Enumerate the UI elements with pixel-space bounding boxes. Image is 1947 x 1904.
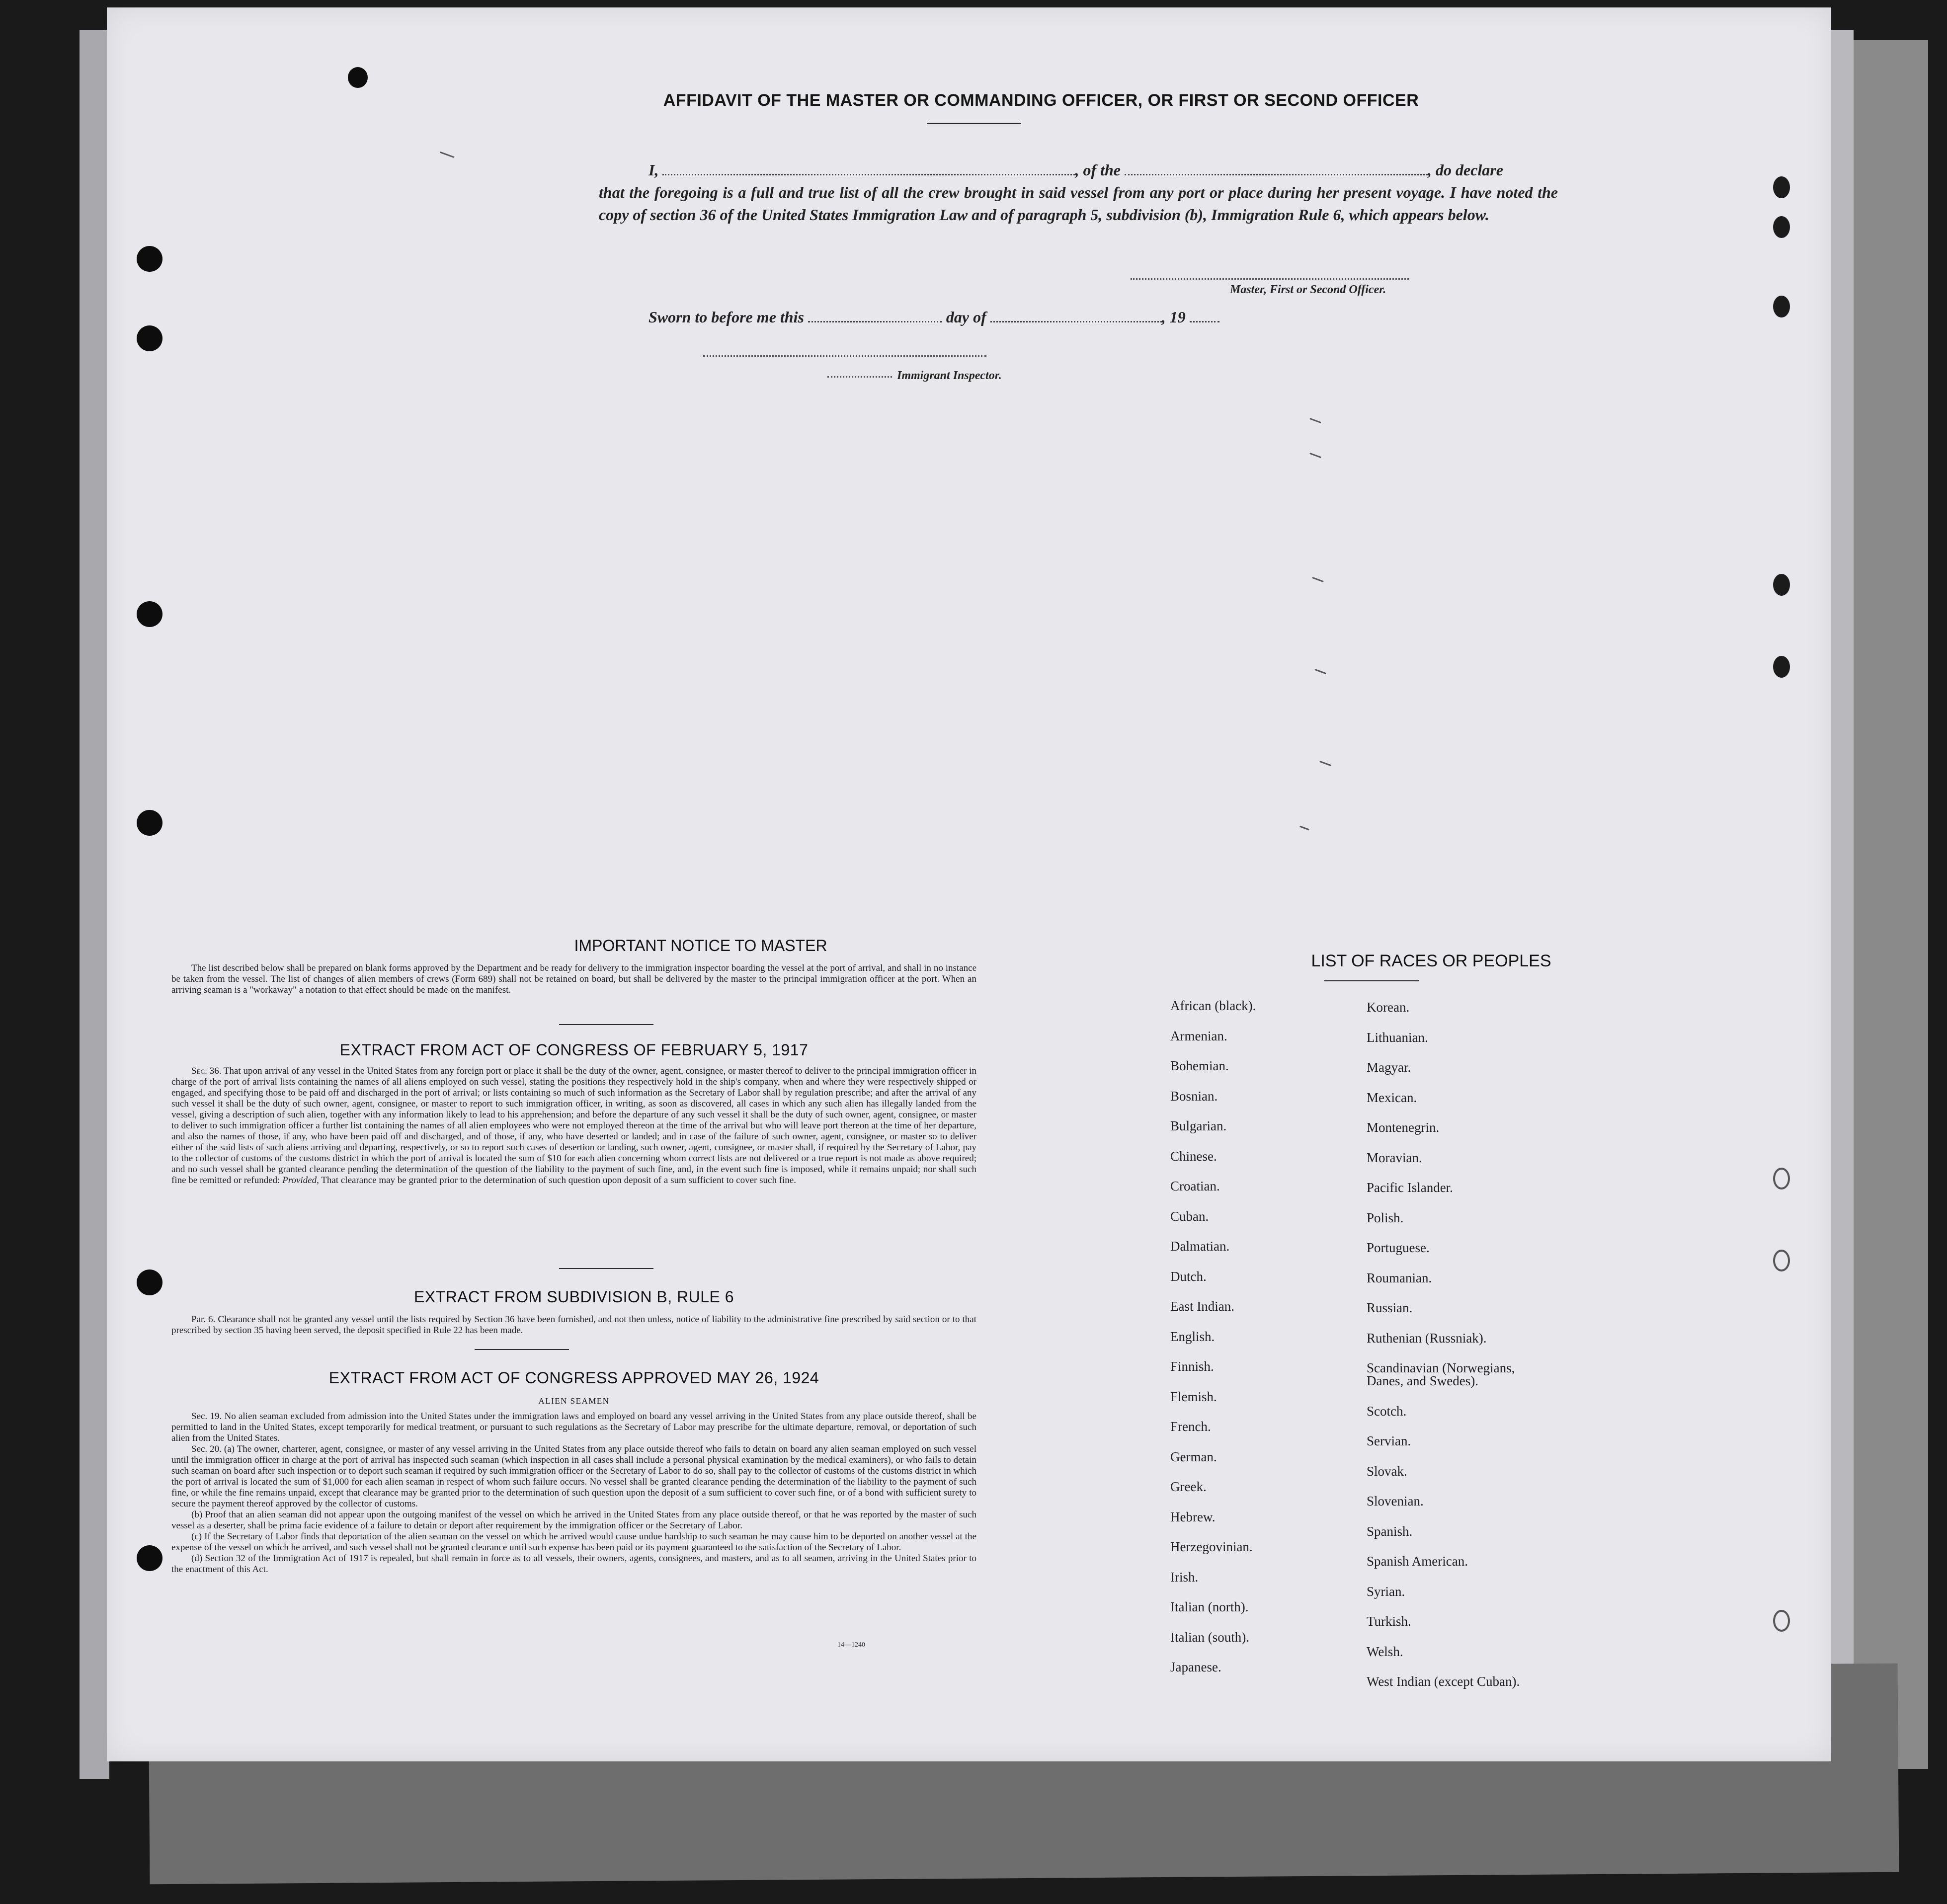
vessel-name-field[interactable] bbox=[1125, 174, 1428, 175]
rule6-text bbox=[171, 1314, 976, 1336]
race-item: West Indian (except Cuban). bbox=[1367, 1674, 1520, 1689]
proviso-text: That clearance may be granted prior to the determination of such question upon deposit of a sum sufficient to cover such fine. bbox=[321, 1175, 796, 1186]
sworn-month-field[interactable] bbox=[990, 321, 1162, 322]
extract-1924-subtitle: ALIEN SEAMEN bbox=[538, 1396, 610, 1406]
race-item: Korean. bbox=[1367, 1000, 1410, 1015]
ink-mark bbox=[440, 152, 454, 158]
race-item: Syrian. bbox=[1367, 1584, 1405, 1599]
punch-hole bbox=[137, 1545, 162, 1571]
affidavit-of-the: , of the bbox=[1075, 161, 1121, 179]
race-item: Slovenian. bbox=[1367, 1494, 1424, 1508]
punch-hole bbox=[137, 1269, 162, 1295]
race-item: Flemish. bbox=[1170, 1389, 1217, 1404]
ink-mark bbox=[1309, 453, 1321, 458]
race-item: Bohemian. bbox=[1170, 1058, 1229, 1073]
ink-mark bbox=[1299, 826, 1309, 831]
punch-hole bbox=[137, 325, 162, 351]
inspector-label: Immigrant Inspector. bbox=[897, 369, 1002, 382]
ink-mark bbox=[1319, 761, 1331, 766]
affidavit-statement bbox=[599, 159, 1558, 226]
race-item: African (black). bbox=[1170, 998, 1256, 1013]
sec-20d-paragraph: (d) Section 32 of the Immigration Act of 1917 is repealed, but shall remain in force as to all vessels, their owners, agents, consignees, and masters, and as to all seamen, arriving in the United States prior to the enactment of this Act. bbox=[171, 1553, 976, 1575]
punch-hole bbox=[1773, 574, 1790, 596]
sec-20c-paragraph: (c) If the Secretary of Labor finds that deportation of the alien seaman on the vessel on which he arrived would cause undue hardship to such seaman he may cause him to be deported on another vessel at the expense of the vessel on which he arrived, and such vessel shall not be granted clearance until such expense has been paid or its payment guaranteed to the satisfaction of the Secretary of Labor. bbox=[171, 1531, 976, 1553]
race-item: Chinese. bbox=[1170, 1148, 1217, 1164]
race-item: Bosnian. bbox=[1170, 1088, 1218, 1104]
sec-20b-paragraph: (b) Proof that an alien seaman did not appear upon the outgoing manifest of the vessel on which he arrived in the United States from any place outside thereof, or that he was reported by the master of such vessel as a deserter, shall be prima facie evidence of a failure to detain or deport after requirement by the immigration officer or the Secretary of Labor. bbox=[171, 1509, 976, 1531]
race-item: Italian (south). bbox=[1170, 1629, 1249, 1645]
race-item: Japanese. bbox=[1170, 1660, 1221, 1674]
race-item: Dalmatian. bbox=[1170, 1239, 1230, 1254]
race-item: Hebrew. bbox=[1170, 1509, 1216, 1524]
sworn-year-field[interactable] bbox=[1190, 321, 1219, 322]
race-item: Ruthenian (Russniak). bbox=[1367, 1330, 1487, 1346]
affidavit-declare: , do declare bbox=[1428, 161, 1503, 179]
extract-1917-title: EXTRACT FROM ACT OF CONGRESS OF FEBRUARY 5, 1917 bbox=[339, 1041, 809, 1059]
race-item: Dutch. bbox=[1170, 1269, 1207, 1284]
race-item: Slovak. bbox=[1367, 1463, 1407, 1479]
punch-hole bbox=[1773, 656, 1790, 678]
race-item: Scotch. bbox=[1367, 1403, 1407, 1419]
punch-hole bbox=[348, 67, 368, 88]
left-page-edge bbox=[80, 30, 109, 1779]
ink-mark bbox=[1309, 418, 1321, 423]
master-name-field[interactable] bbox=[662, 174, 1075, 175]
notice-rule bbox=[559, 1024, 653, 1025]
sec-36-text: That upon arrival of any vessel in the United States from any foreign port or place it shall be the duty of the owner, agent, consignee, or master thereof to deliver to the principal immigration officer in charge of the port of arrival lists containing the names of all aliens employed on such vessel, stating the positions they respectively hold in the ship's company, when and where they were respectively shipped or engaged, and specifying those to be paid off and discharged in the port of arrival; or lists containing so much of such information as the Secretary of Labor shall by regulation prescribe; and after the arrival of any such vessel it shall be the duty of such owner, agent, consignee, or master to report to such immigration officer, in writing, as soon as discovered, all cases in which any such alien has illegally landed from the vessel, giving a description of such alien, together with any information likely to lead to his apprehension; and before the departure of any such vessel it shall be the duty of such owner, agent, consignee, or master to deliver to such immigration officer a further list containing the names of all alien employees who were not employed thereon at the time of the arrival but who will leave port thereon at the time of her departure, and also the names of those, if any, who have been paid off and discharged, and of those, if any, who have deserted or landed; and in case of the failure of such owner, agent, consignee, or master so to deliver either of the said lists of such aliens arriving and departing, respectively, or so to report such cases of desertion or landing, such owner, agent, consignee, or master shall, if required by the Secretary of Labor, pay to the collector of customs of the customs district in which the port of arrival is located the sum of $10 for each alien concerning whom correct lists are not delivered or a true report is not made as above required; and no such vessel shall be granted clearance pending the determination of the question of the liability to the payment of such fine, and, in the event such fine is imposed, while it remains unpaid; nor shall such fine be remitted or refunded: bbox=[171, 1066, 976, 1186]
affidavit-first-line bbox=[599, 159, 1558, 181]
master-signature-line[interactable] bbox=[1131, 278, 1409, 280]
race-item: Spanish American. bbox=[1367, 1554, 1468, 1569]
race-item: Cuban. bbox=[1170, 1208, 1209, 1224]
race-item: Turkish. bbox=[1367, 1614, 1411, 1629]
sec-20a-paragraph: Sec. 20. (a) The owner, charterer, agent, consignee, or master of any vessel arriving in the United States from any place outside thereof who fails to detain on board any alien seaman employed on such vessel until the immigration officer in charge at the port of arrival has inspected such seaman (which inspection in all cases shall include a personal physical examination by the medical examiners), or who fails to detain such seaman on board after such inspection or to deport such seaman if required by such immigration officer or the Secretary of Labor to do so, shall pay to the collector of customs of the customs district in which the port of arrival is located the sum of $1,000 for each alien seaman in respect of whom such failure occurs. No vessel shall be granted clearance pending the determination of the liability to the payment of such fine, or while the fine remains unpaid, except that clearance may be granted prior to the determination of such question upon the deposit of a sum sufficient to cover such fine, or of a bond with sufficient surety to secure the payment thereof approved by the collector of customs. bbox=[171, 1444, 976, 1509]
punch-hole bbox=[1773, 296, 1790, 317]
races-rule bbox=[1324, 980, 1419, 981]
rule6-paragraph: Par. 6. Clearance shall not be granted any vessel until the lists required by Section 36 have been furnished, and not then unless, notice of liability to the administrative fine prescribed by said section or to that prescribed by section 35 having been served, the deposit specified in Rule 22 has been made. bbox=[171, 1314, 976, 1336]
affidavit-body: that the foregoing is a full and true list of all the crew brought in said vessel from any port or place during her present voyage. I have noted the copy of section 36 of the United States Immigration Law and of paragraph 5, subdivision (b), Immigration Rule 6, which appears below. bbox=[599, 183, 1558, 224]
affidavit-title-rule bbox=[927, 123, 1021, 124]
rule6-rule bbox=[475, 1349, 569, 1350]
race-item: Welsh. bbox=[1367, 1644, 1403, 1659]
race-item: Servian. bbox=[1367, 1433, 1411, 1448]
punch-hole bbox=[137, 601, 162, 627]
extract-1917-rule bbox=[559, 1268, 653, 1269]
sworn-day-of: day of bbox=[946, 308, 986, 326]
race-item: Spanish. bbox=[1367, 1523, 1413, 1539]
sec-36-label: Sec. 36. bbox=[191, 1066, 222, 1076]
race-item: German. bbox=[1170, 1449, 1217, 1464]
race-item: Greek. bbox=[1170, 1479, 1207, 1494]
sec-19-paragraph: Sec. 19. No alien seaman excluded from admission into the United States under the immigration laws and employed on board any vessel arriving in the United States from any place outside thereof, shall be permitted to land in the United States, except temporarily for medical treatment, or pursuant to such regulations as the Secretary of Labor may prescribe for the ultimate departure, removal, or deportation of such alien from the United States. bbox=[171, 1411, 976, 1443]
punch-hole bbox=[1773, 1168, 1790, 1190]
punch-hole bbox=[137, 246, 162, 272]
race-item: Portuguese. bbox=[1367, 1240, 1430, 1255]
race-item: Pacific Islander. bbox=[1367, 1180, 1453, 1195]
proviso-word: Provided, bbox=[282, 1175, 319, 1186]
sworn-day-field[interactable] bbox=[808, 321, 942, 322]
race-item: Irish. bbox=[1170, 1569, 1199, 1585]
ink-mark bbox=[1314, 669, 1326, 674]
ink-mark bbox=[1312, 577, 1324, 582]
punch-hole bbox=[1773, 1610, 1790, 1632]
race-item: Moravian. bbox=[1367, 1150, 1422, 1165]
race-item: Lithuanian. bbox=[1367, 1030, 1428, 1045]
affidavit-title: AFFIDAVIT OF THE MASTER OR COMMANDING OFFICER, OR FIRST OR SECOND OFFICER bbox=[663, 91, 1419, 110]
race-item: Italian (north). bbox=[1170, 1599, 1249, 1614]
master-signature-label: Master, First or Second Officer. bbox=[1230, 283, 1386, 296]
notice-title: IMPORTANT NOTICE TO MASTER bbox=[574, 937, 827, 954]
sworn-start: Sworn to before me this bbox=[649, 308, 804, 326]
race-item: English. bbox=[1170, 1329, 1215, 1344]
inspector-signature-line[interactable] bbox=[703, 355, 986, 357]
race-item: Finnish. bbox=[1170, 1359, 1214, 1374]
extract-1917-paragraph bbox=[171, 1066, 976, 1186]
race-item: Croatian. bbox=[1170, 1179, 1220, 1193]
race-item: French. bbox=[1170, 1419, 1211, 1434]
affidavit-i: I, bbox=[649, 161, 659, 179]
race-item: Armenian. bbox=[1170, 1028, 1227, 1043]
race-item: Scandinavian (Norwegians, bbox=[1367, 1360, 1515, 1375]
race-item: Bulgarian. bbox=[1170, 1118, 1227, 1133]
punch-hole bbox=[137, 810, 162, 836]
extract-1924-text bbox=[171, 1411, 976, 1575]
race-item: East Indian. bbox=[1170, 1299, 1234, 1314]
sworn-year: , 19 bbox=[1161, 308, 1186, 326]
race-item: Herzegovinian. bbox=[1170, 1539, 1253, 1554]
races-title: LIST OF RACES OR PEOPLES bbox=[1311, 952, 1551, 970]
rule6-title: EXTRACT FROM SUBDIVISION B, RULE 6 bbox=[413, 1288, 734, 1306]
race-item: Danes, and Swedes). bbox=[1367, 1373, 1478, 1388]
race-item: Polish. bbox=[1367, 1210, 1404, 1225]
race-item: Russian. bbox=[1367, 1300, 1413, 1315]
punch-hole bbox=[1773, 1250, 1790, 1271]
inspector-label-leader bbox=[827, 376, 892, 378]
race-item: Mexican. bbox=[1367, 1090, 1417, 1105]
race-item: Magyar. bbox=[1367, 1060, 1411, 1075]
document-page bbox=[107, 7, 1831, 1761]
extract-1917-text bbox=[171, 1066, 976, 1186]
punch-hole bbox=[1773, 216, 1790, 238]
sworn-statement bbox=[649, 308, 1219, 326]
extract-1924-title: EXTRACT FROM ACT OF CONGRESS APPROVED MAY 26, 1924 bbox=[328, 1369, 819, 1387]
race-item: Roumanian. bbox=[1367, 1270, 1432, 1285]
form-code: 14—1240 bbox=[837, 1641, 865, 1649]
race-item: Montenegrin. bbox=[1367, 1120, 1440, 1135]
notice-paragraph: The list described below shall be prepared on blank forms approved by the Department and be ready for delivery to the immigration inspector boarding the vessel at the port of arrival, and shall in no instance be taken from the vessel. The list of changes of alien members of crews (Form 689) shall not be retained on board, but shall be delivered by the master to the principal immigration officer at the port. When an arriving seaman is a "workaway" a notation to that effect should be made on the manifest. bbox=[171, 963, 976, 995]
notice-text bbox=[171, 963, 976, 996]
punch-hole bbox=[1773, 176, 1790, 198]
